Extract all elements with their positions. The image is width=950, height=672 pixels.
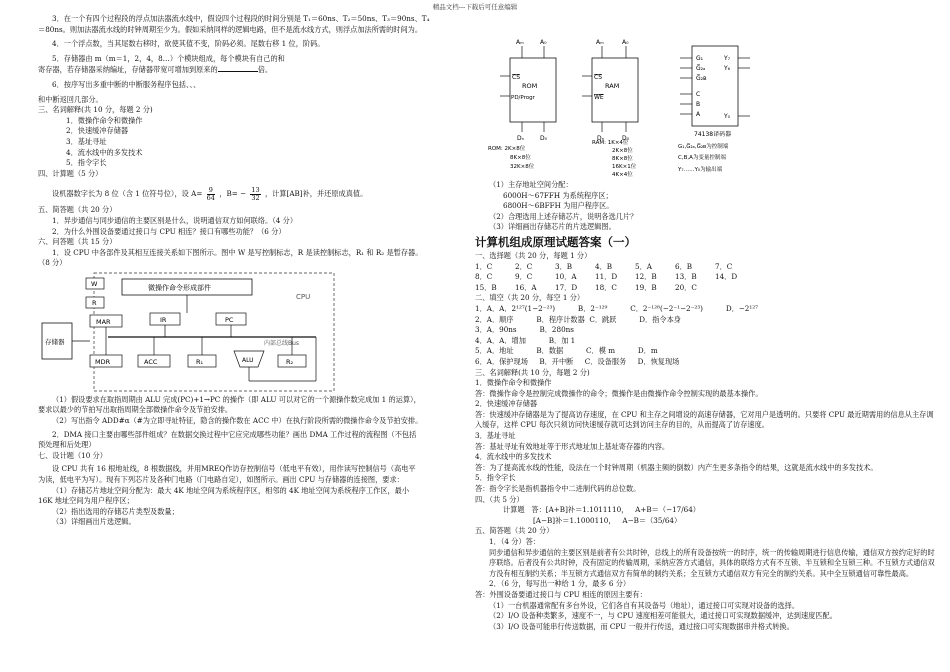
- mc-answer: 11．D: [595, 272, 618, 282]
- pc-label: PC: [225, 315, 234, 324]
- fraction-b-numerator: 13: [251, 185, 260, 194]
- short-answer-title: 2．（6 分，每写出一种给 1 分，最多 6 分）: [489, 579, 631, 589]
- mc-answer: 20．C: [675, 282, 697, 292]
- mc-answer: 7．C: [715, 261, 733, 271]
- term-item: 2．快速缓冲存储器: [66, 126, 129, 136]
- decoder-g2b: G̅₂ʙ: [696, 75, 707, 82]
- fraction-b-sign: −: [240, 189, 247, 199]
- answer-section-1: 一、选择题（共 20 分，每题 1 分）: [475, 250, 592, 260]
- rom-pd: PD/Progr: [511, 95, 535, 101]
- decoder-b: B: [696, 101, 701, 108]
- calc-answer: 计算题 答：[A+B]补＝1.1011110， A+B＝（−17/64）: [503, 505, 700, 515]
- term-item: 5．指令字长: [66, 158, 107, 168]
- mc-answer: 19．B: [635, 282, 657, 292]
- mc-answer: 3．B: [555, 261, 573, 271]
- fraction-a-numerator: 9: [207, 187, 215, 195]
- mc-answer: 1．C: [475, 261, 493, 271]
- acc-label: ACC: [144, 357, 158, 366]
- ram-size: 8K×8位: [612, 156, 633, 162]
- fill-answer: 1．A．A．2¹²⁷(1−2⁻²³) B．2⁻¹²⁹ C．2⁻¹²⁸(−2⁻¹−2⁻²³) D．−2¹²⁷: [475, 303, 759, 313]
- calc-question: [38, 183, 466, 205]
- mc-answer: 17．D: [555, 282, 578, 292]
- answer-section-2: 二、填空（共 20 分，每空 1 分）: [475, 293, 585, 303]
- rom-size: 32K×8位: [510, 164, 535, 170]
- section-6-heading: 六、问答题（共 15 分）: [38, 237, 117, 247]
- ram-we: WE: [594, 94, 604, 101]
- decoder-y0: Y₀: [724, 113, 731, 120]
- ram-caption: RAM: 1K×4位: [592, 140, 629, 146]
- question-5-end: 倍。: [257, 65, 273, 75]
- design-line-5: （3）详细画出片选逻辑。: [52, 517, 136, 527]
- term-answer-title: 5．指令字长: [475, 473, 516, 483]
- design-line-2: 为读，低电平为写）。现有下列芯片及各种门电路（门电路自定），如图所示。画出 CPU 与存储器的连接图，要求：: [38, 475, 404, 485]
- section-4-heading: 四、计算题（5 分）: [38, 168, 103, 178]
- term-answer-title: 3．基址寻址: [475, 431, 516, 441]
- rom-addr-high: Aₘ: [516, 39, 524, 46]
- right-column: [475, 180, 937, 632]
- r2-label: R₂: [286, 357, 294, 366]
- ram-data-low: D₀: [622, 135, 630, 142]
- fraction-a: [207, 187, 215, 202]
- question-5: 5．存储器由 m（m＝1，2，4，8…）个模块组成，每个模块有自己的和: [52, 53, 285, 63]
- term-answer: 答：基址寻址有效地址等于形式地址加上基址寄存器的内容。: [475, 441, 670, 451]
- rom-cs: CS: [512, 74, 520, 81]
- question-5-text: 寄存器，若存储器采纳编址，存储器带宽可增加到原来的: [38, 65, 218, 75]
- design-line-4: （2）指出选用的存储芯片类型及数量；: [52, 506, 179, 516]
- fill-answer: 6．A．保护现场 B．开中断 C．设备服务 D．恢复现场: [475, 356, 680, 366]
- decoder-legend: C,B,A为变量控制端: [678, 155, 726, 161]
- answer-section-5: 五、简答题（共 20 分）: [475, 526, 554, 536]
- page-header: 精品文档---下载后可任意编辑: [432, 3, 518, 11]
- memory-label: 存储器: [45, 337, 65, 346]
- fill-answer: 5．A．地址 B．数据 C．模 m D．m: [475, 346, 658, 356]
- left-column: [38, 14, 466, 528]
- term-item: 1．微操作命令和微操作: [66, 115, 143, 125]
- rom-data-low: D₀: [540, 135, 548, 142]
- ram-addr-low: A₀: [622, 39, 629, 46]
- ram-cs: CS: [594, 74, 602, 81]
- mc-answer: 15．B: [475, 282, 497, 292]
- ir-label: IR: [160, 315, 167, 324]
- term-answer: 答：微操作命令是控制完成微操作的命令；微操作是由微操作命令控制实现的最基本操作。: [475, 388, 763, 398]
- ram-label: RAM: [605, 82, 620, 90]
- short-answer-2: 2．为什么外围设备要通过接口与 CPU 相连？接口有哪些功能？（6 分）: [52, 226, 286, 236]
- mc-answer: 16．A: [515, 282, 537, 292]
- mc-row: [475, 272, 937, 283]
- mc-answer: 5．A: [635, 261, 652, 271]
- rom-chip: [510, 58, 556, 122]
- mreq-signal: MREQ: [201, 464, 226, 474]
- design-text-a: 设 CPU 共有 16 根地址线，8 根数据线，并用: [52, 464, 202, 474]
- decoder-legend: Y₇……Y₀为输出端: [678, 167, 723, 173]
- bus-label: 内部总线Bus: [264, 339, 300, 347]
- ram-data-high: Dₙ: [597, 135, 605, 142]
- fill-answer: 2．A．顺序 B．程序计数器 C．跳跃 D．指令本身: [475, 314, 681, 324]
- question-3: 3．在一个有四个过程段的浮点加法器流水线中，假设四个过程段的时间分别是 T₁＝60ns、T₂＝50ns、T₃＝90ns、T₄: [52, 14, 430, 23]
- design-line-3: （1）存储芯片地址空间分配为：最大 4K 地址空间为系统程序区，相邻的 4K 地址空间为系统程序工作区，最小: [52, 485, 410, 495]
- question-3-cont: ＝80ns。则加法器流水线的时钟周期至少为。假如采纳同样的逻辑电路，但不是流水线方式，则浮点加法所需的时间为。: [38, 24, 423, 34]
- mc-answer: 8．C: [475, 272, 493, 282]
- mc-answer: 4．B: [595, 261, 613, 271]
- fill-answer: 4．A．A．增加 B．加 1: [475, 335, 576, 345]
- mc-answer: 10．A: [555, 272, 577, 282]
- answer-section-4: 四、（共 5 分）: [475, 494, 524, 504]
- decoder-c: C: [696, 91, 701, 98]
- qa-1-points: （8 分）: [38, 258, 67, 268]
- question-6: 6．按序写出多重中断的中断服务程序包括、、、: [52, 79, 201, 89]
- r-label: R: [92, 298, 97, 307]
- term-item: 3．基址寻址: [66, 136, 107, 146]
- mc-answer: 13．B: [675, 272, 697, 282]
- fill-answer: 3．A．90ns B．280ns: [475, 325, 574, 335]
- mc-row: [475, 283, 937, 294]
- term-answer-title: 4．流水线中的多发技术: [475, 452, 552, 462]
- answer-title: 计算机组成原理试题答案（一）: [475, 234, 636, 249]
- ram-addr-high: Aₘ: [596, 39, 604, 46]
- qa-2: 2．DMA 接口主要由哪些部件组成？在数据交换过程中它应完成哪些功能？画出 DMA 工作过程的流程图（不包括: [52, 429, 417, 439]
- rom-data-high: Dₙ: [517, 135, 525, 142]
- decoder-legend: G₁,G̅₂ₐ,G̅₂ʙ为控制端: [678, 144, 729, 150]
- design-req-1: （1）主存地址空间分配：: [489, 180, 573, 189]
- mc-answer: 6．B: [675, 261, 693, 271]
- decoder-a: A: [696, 111, 701, 118]
- answer-section-3: 三、名词解释(共 10 分，每题 2 分): [475, 367, 590, 377]
- question-5-cont: [38, 64, 466, 76]
- section-5-heading: 五、简答题（共 20 分）: [38, 205, 117, 215]
- ram-size: 16K×1位: [612, 164, 637, 170]
- calc-text-a: 设机器数字长为 8 位（含 1 位符号位），设 A=: [52, 189, 203, 199]
- fill-blank: [218, 64, 258, 72]
- r1-label: R₁: [196, 357, 204, 366]
- rom-caption: ROM: 2K×8位: [488, 146, 526, 152]
- control-unit-label: 微操作命令形成部件: [148, 283, 211, 292]
- fraction-b-denominator: 32: [251, 193, 260, 202]
- w-label: W: [91, 279, 98, 288]
- design-req-2: （2）合理选用上述存储芯片，说明各选几片？: [489, 211, 638, 221]
- mc-answer: 12．B: [635, 272, 657, 282]
- design-req-1a: 6000H～67FFH 为系统程序区；: [503, 190, 613, 200]
- section-7-heading: 七、设计题（10 分）: [38, 450, 107, 460]
- short-answer-text: （2）I/O 设备种类繁多，速度不一，与 CPU 速度相差可能很大，通过接口可实现数据缓冲，达到速度匹配。: [489, 611, 837, 621]
- calc-answer: [A−B]补＝1.1000110， A−B＝（35/64）: [533, 515, 682, 525]
- short-answer-text: 同步通信和异步通信的主要区别是前者有公共时钟，总线上的所有设备按统一的时序，统一的传输周期进行信息传输，通信双方按约定好的时序联络。后者没有公共时钟，没有固定的传输周期，采纳应答方式通信，具体的联络方式有不互锁、半互锁和全互锁三种。不互锁方式通信双方没有相互制约关系；半互锁方式通信双方有简单的制约关系；全互锁方式通信双方有完全的制约关系。其中全互锁通信可靠性最高。: [489, 547, 935, 578]
- mc-answer: 2．C: [515, 261, 533, 271]
- qa-1-part-1-cont: 要求以最少的节拍写出取指周期全部微操作命令及节拍安排。: [38, 405, 233, 415]
- design-text-b: 作访存控制信号（低电平有效），用作读写控制信号（高电平: [225, 464, 416, 474]
- rom-label: ROM: [522, 82, 538, 90]
- decoder-y7: Y₇: [724, 55, 731, 62]
- term-answer-title: 2．快速缓冲存储器: [475, 399, 538, 409]
- mc-row: [475, 262, 937, 273]
- question-4: 4．一个浮点数，当其尾数右移时，欲使其值不变，阶码必须。尾数右移 1 位，阶码。: [52, 39, 325, 49]
- decoder-y6: Y₆: [724, 65, 731, 72]
- decoder-g2a: G̅₂ₐ: [696, 65, 706, 72]
- design-line-3-cont: 16K 地址空间为用户程序区；: [38, 496, 134, 506]
- design-req-1b: 6800H～6BFFH 为用户程序区。: [503, 201, 614, 211]
- fraction-b: [250, 187, 260, 202]
- calc-text-c: ，计算[AB]补，并还原成真值。: [264, 189, 368, 199]
- term-answer-title: 1．微操作命令和微操作: [475, 378, 552, 388]
- ram-size: 4K×4位: [612, 172, 633, 178]
- design-line-1: [38, 464, 466, 475]
- chip-diagrams: [480, 36, 940, 181]
- mdr-label: MDR: [95, 357, 111, 366]
- short-answer-title: 1．（4 分）答：: [489, 537, 540, 546]
- calc-text-b: ，B=: [219, 189, 238, 199]
- short-answer-1: 1．异步通信与同步通信的主要区别是什么，说明通信双方如何联络。（4 分）: [52, 215, 298, 225]
- question-6-cont: 和中断返回几部分。: [38, 94, 103, 104]
- design-req-3: （3）详细画出存储芯片的片选逻辑图。: [489, 222, 616, 232]
- term-answer: 答：为了提高流水线的性能，设法在一个时钟周期（机器主频的倒数）内产生更多条指令的结果，这就是流水线中的多发技术。: [475, 462, 878, 472]
- section-3-heading: 三、名词解释(共 10 分，每题 2 分): [38, 105, 153, 115]
- term-item: 4．流水线中的多发技术: [66, 147, 143, 157]
- qa-2-cont: 预处理和后处理）: [38, 440, 96, 450]
- alu-label: ALU: [242, 356, 254, 364]
- short-answer-text: （1）一台机器通常配有多台外设，它们各自有其设备号（地址），通过接口可实现对设备的选择。: [489, 600, 800, 610]
- mc-answer: 9．C: [515, 272, 533, 282]
- term-answer: 答：快速缓冲存储器是为了提高访存速度，在 CPU 和主存之间增设的高速存储器，它对用户是透明的。只要将 CPU 最近期需用的信息从主存调入缓存，这样 CPU 每次只须访问快速缓存就可达到访问主存的目的，从而提高了访存速度。: [475, 409, 934, 430]
- short-answer-text: （3）I/O 设备可能串行传送数据，而 CPU 一般并行传送，通过接口可实现数据串并格式转换。: [489, 621, 794, 631]
- short-answer-text: 答：外围设备要通过接口与 CPU 相连的原因主要有：: [475, 589, 647, 599]
- mc-answer: 14．D: [715, 272, 738, 282]
- mar-label: MAR: [96, 317, 111, 326]
- ram-chip: [592, 58, 638, 122]
- ram-size: 2K×8位: [612, 148, 633, 154]
- term-answer: 答：指令字长是指机器指令中二进制代码的总位数。: [475, 484, 641, 494]
- qa-1: 1．设 CPU 中各部件及其相互连接关系如下图所示。图中 W 是写控制标志，R 是读控制标志，R₁ 和 R₂ 是暂存器。: [52, 247, 423, 257]
- qa-1-part-1: （1）假设要求在取指周期由 ALU 完成(PC)+1→PC 的操作（即 ALU 可以对它的一个源操作数完成加 1 的运算），: [52, 394, 421, 404]
- mc-answer: 18．C: [595, 282, 617, 292]
- decoder-g1: G₁: [696, 55, 704, 62]
- cpu-diagram: [38, 271, 338, 395]
- cpu-label: CPU: [296, 292, 311, 301]
- rom-addr-low: A₀: [540, 39, 547, 46]
- fraction-a-denominator: 64: [206, 193, 215, 202]
- rom-size: 8K×8位: [510, 155, 531, 161]
- qa-1-part-2: （2）写出指令 ADD#α（#为立即寻址特征，隐含的操作数在 ACC 中）在执行阶段所需的微操作命令及节拍安排。: [52, 416, 423, 426]
- decoder-label: 74138译码器: [694, 131, 732, 138]
